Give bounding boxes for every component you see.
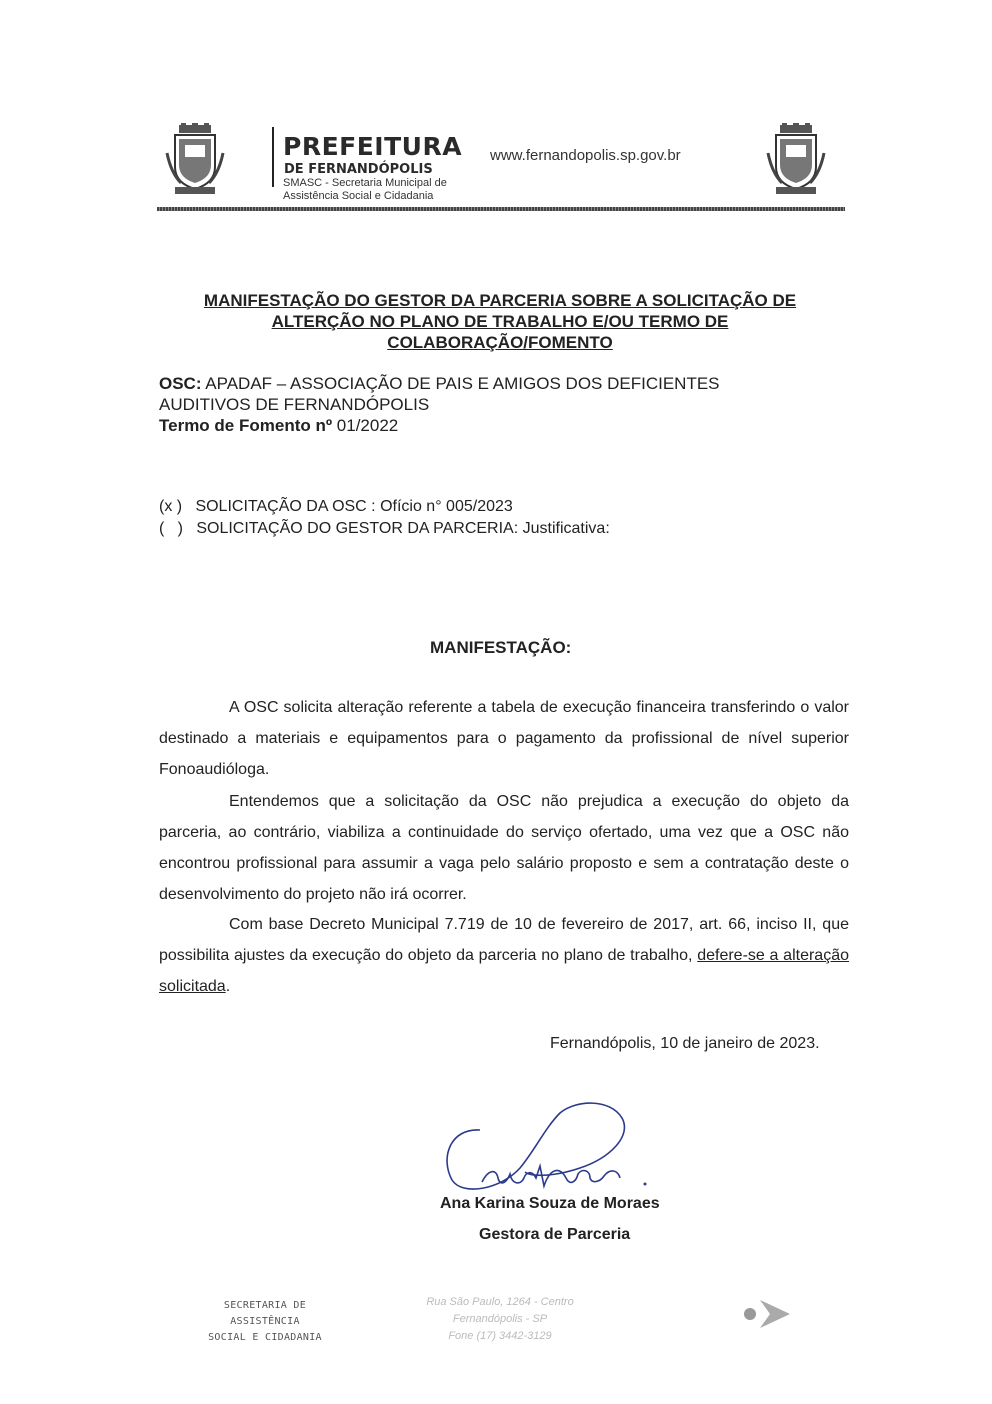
address-line1: Rua São Paulo, 1264 - Centro <box>426 1296 574 1308</box>
brand-department-line1: SMASC - Secretaria Municipal de <box>283 177 447 189</box>
document-title <box>150 290 850 353</box>
brand-divider <box>272 127 274 187</box>
manifestacao-heading: MANIFESTAÇÃO: <box>430 638 572 657</box>
body-paragraph-1 <box>159 692 849 785</box>
osc-name-line2: AUDITIVOS DE FERNANDÓPOLIS <box>159 395 430 414</box>
body-paragraph-1-text: A OSC solicita alteração referente a tabela de execução financeira transferindo o valor destinado a materiais e equipamentos para o pagamento da profissional de nível superior Fonoaudióloga. <box>159 699 849 778</box>
department-stamp <box>190 1298 340 1346</box>
brand-title: PREFEITURA <box>283 132 463 161</box>
footer-address <box>420 1294 580 1345</box>
body-paragraph-2 <box>159 786 849 910</box>
signer-role: Gestora de Parceria <box>479 1226 631 1243</box>
osc-block <box>159 373 859 436</box>
stamp-line2: SOCIAL E CIDADANIA <box>208 1332 322 1343</box>
body-paragraph-2-text: Entendemos que a solicitação da OSC não prejudica a execução do objeto da parceria, ao contrário, viabiliza a continuidade do serviço ofertado, uma vez que a OSC não encontrou profissional para assumir a vaga pelo salário proposto e sem a contratação deste o desenvolvimento do projeto não irá ocorrer. <box>159 793 849 903</box>
request-gestor-item: ( ) SOLICITAÇÃO DO GESTOR DA PARCERIA: Justificativa: <box>159 520 610 537</box>
osc-name-line1: APADAF – ASSOCIAÇÃO DE PAIS E AMIGOS DOS DEFICIENTES <box>201 374 720 393</box>
stamp-line1: SECRETARIA DE ASSISTÊNCIA <box>223 1300 307 1327</box>
footer-arrow-icon <box>738 1294 798 1334</box>
address-line3: Fone (17) 3442-3129 <box>448 1330 552 1342</box>
title-line2: ALTERÇÃO NO PLANO DE TRABALHO E/OU TERMO DE <box>271 312 729 331</box>
termo-label: Termo de Fomento nº <box>159 416 333 435</box>
address-line2: Fernandópolis - SP <box>452 1313 548 1325</box>
handwritten-signature <box>440 1098 670 1198</box>
municipal-crest-icon <box>766 123 826 197</box>
body-paragraph-3-end: . <box>225 978 231 995</box>
brand-department-line2: Assistência Social e Cidadania <box>283 190 434 202</box>
title-line1: MANIFESTAÇÃO DO GESTOR DA PARCERIA SOBRE A SOLICITAÇÃO DE <box>203 291 797 310</box>
request-osc-item: (x ) SOLICITAÇÃO DA OSC : Ofício n° 005/2023 <box>159 498 513 515</box>
decision-text: defere-se a alteração solicitada <box>159 947 850 995</box>
header-rule <box>157 207 845 211</box>
body-paragraph-3-text: Com base Decreto Municipal 7.719 de 10 de fevereiro de 2017, art. 66, inciso II, que possibilita ajustes da execução do objeto da parceria no plano de trabalho, <box>159 916 849 964</box>
osc-label: OSC: <box>159 374 202 393</box>
signer-name: Ana Karina Souza de Moraes <box>440 1195 660 1212</box>
request-type-list <box>159 496 610 540</box>
body-paragraph-3 <box>159 909 849 1002</box>
termo-value: 01/2022 <box>332 416 399 435</box>
municipal-crest-icon <box>165 123 225 197</box>
date-line: Fernandópolis, 10 de janeiro de 2023. <box>550 1035 820 1052</box>
brand-department <box>283 177 447 203</box>
title-line3: COLABORAÇÃO/FOMENTO <box>387 333 613 352</box>
brand-subtitle: DE FERNANDÓPOLIS <box>284 162 433 177</box>
website-link[interactable]: www.fernandopolis.sp.gov.br <box>490 147 681 164</box>
